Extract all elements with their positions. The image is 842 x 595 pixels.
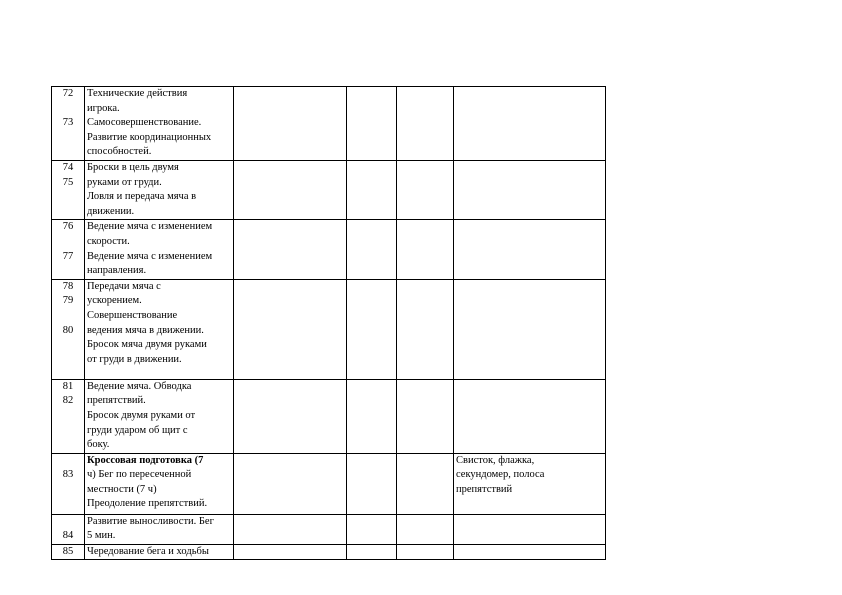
lesson-number-cell: 76 77 bbox=[52, 220, 85, 279]
empty-cell bbox=[397, 87, 454, 161]
lesson-topic-cell: Кроссовая подготовка (7 ч) Бег по пересеченной местности (7 ч) Преодоление препятствий. bbox=[85, 453, 234, 514]
empty-cell bbox=[397, 160, 454, 219]
lesson-number-cell: 81 82 bbox=[52, 379, 85, 453]
lesson-topic-cell: Чередование бега и ходьбы bbox=[85, 544, 234, 560]
lesson-topic-cell: Броски в цель двумя руками от груди. Ловля и передача мяча в движении. bbox=[85, 160, 234, 219]
empty-cell bbox=[397, 379, 454, 453]
empty-cell bbox=[234, 220, 347, 279]
empty-cell bbox=[347, 220, 397, 279]
table-row bbox=[52, 379, 606, 453]
lesson-topic-cell: Ведение мяча. Обводка препятствий. Бросок двумя руками от груди ударом об щит с боку. bbox=[85, 379, 234, 453]
empty-cell bbox=[347, 379, 397, 453]
lesson-number-cell: 85 bbox=[52, 544, 85, 560]
empty-cell bbox=[397, 514, 454, 544]
lesson-number-cell: 78 79 80 bbox=[52, 279, 85, 379]
table-row bbox=[52, 514, 606, 544]
table-row bbox=[52, 544, 606, 560]
empty-cell bbox=[397, 453, 454, 514]
equipment-cell: Свисток, флажка, секундомер, полоса препятствий bbox=[454, 453, 606, 514]
lesson-plan-table bbox=[51, 86, 606, 560]
table-row bbox=[52, 279, 606, 379]
lesson-topic-cell: Передачи мяча с ускорением. Совершенствование ведения мяча в движении. Бросок мяча двумя руками от груди в движении. bbox=[85, 279, 234, 379]
empty-cell bbox=[347, 279, 397, 379]
empty-cell bbox=[234, 279, 347, 379]
equipment-cell bbox=[454, 220, 606, 279]
empty-cell bbox=[234, 544, 347, 560]
empty-cell bbox=[234, 514, 347, 544]
empty-cell bbox=[347, 453, 397, 514]
empty-cell bbox=[234, 87, 347, 161]
empty-cell bbox=[234, 453, 347, 514]
empty-cell bbox=[234, 379, 347, 453]
table-row bbox=[52, 453, 606, 514]
table-row bbox=[52, 220, 606, 279]
lesson-topic-cell: Технические действия игрока. Самосовершенствование. Развитие координационных способностей. bbox=[85, 87, 234, 161]
section-heading: Кроссовая подготовка (7 bbox=[87, 454, 204, 466]
lesson-topic-cell: Развитие выносливости. Бег 5 мин. bbox=[85, 514, 234, 544]
empty-cell bbox=[234, 160, 347, 219]
empty-cell bbox=[397, 544, 454, 560]
empty-cell bbox=[347, 544, 397, 560]
table-row bbox=[52, 87, 606, 161]
empty-cell bbox=[347, 160, 397, 219]
empty-cell bbox=[347, 87, 397, 161]
lesson-topic-cell: Ведение мяча с изменением скорости. Ведение мяча с изменением направления. bbox=[85, 220, 234, 279]
equipment-cell bbox=[454, 544, 606, 560]
table-row bbox=[52, 160, 606, 219]
lesson-number-cell: 74 75 bbox=[52, 160, 85, 219]
empty-cell bbox=[397, 279, 454, 379]
lesson-number-cell: 83 bbox=[52, 453, 85, 514]
equipment-cell bbox=[454, 379, 606, 453]
empty-cell bbox=[347, 514, 397, 544]
equipment-cell bbox=[454, 160, 606, 219]
equipment-cell bbox=[454, 279, 606, 379]
equipment-cell bbox=[454, 514, 606, 544]
equipment-cell bbox=[454, 87, 606, 161]
lesson-number-cell: 84 bbox=[52, 514, 85, 544]
empty-cell bbox=[397, 220, 454, 279]
lesson-number-cell: 72 73 bbox=[52, 87, 85, 161]
